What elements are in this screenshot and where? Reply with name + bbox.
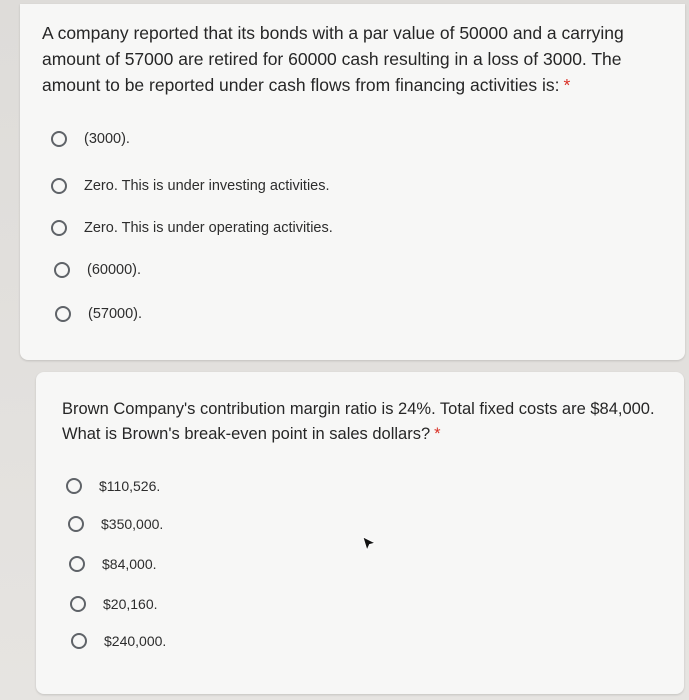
option-zero-investing[interactable] [51, 178, 330, 194]
mouse-cursor-icon [362, 536, 376, 552]
radio-button-icon[interactable] [70, 596, 86, 612]
option-label: $350,000. [101, 516, 164, 532]
radio-button-icon[interactable] [66, 478, 82, 494]
question-card-1 [20, 4, 685, 360]
option-label: $20,160. [103, 596, 158, 612]
option-350000[interactable] [68, 516, 163, 532]
option-zero-operating[interactable] [51, 220, 333, 236]
option-20160[interactable] [70, 596, 158, 612]
radio-button-icon[interactable] [69, 556, 85, 572]
required-asterisk: * [434, 425, 441, 443]
radio-button-icon[interactable] [51, 131, 67, 147]
option-label: Zero. This is under investing activities. [84, 178, 330, 194]
option-3000[interactable] [51, 131, 130, 147]
option-label: $240,000. [104, 633, 167, 649]
option-label: (3000). [84, 131, 130, 147]
option-label: (57000). [88, 306, 143, 322]
option-240000[interactable] [71, 633, 166, 649]
radio-button-icon[interactable] [51, 220, 67, 236]
radio-button-icon[interactable] [71, 633, 87, 649]
required-asterisk: * [563, 75, 571, 95]
radio-button-icon[interactable] [68, 516, 84, 532]
option-110526[interactable] [66, 478, 160, 494]
option-label: $84,000. [102, 556, 157, 572]
option-60000[interactable] [54, 262, 141, 278]
option-label: Zero. This is under operating activities. [84, 220, 333, 236]
radio-button-icon[interactable] [54, 262, 70, 278]
option-57000[interactable] [55, 306, 142, 322]
option-84000[interactable] [69, 556, 157, 572]
question-text: Brown Company's contribution margin ratio is 24%. Total fixed costs are $84,000. What is Brown's break-even point in sales dollars? * [62, 400, 655, 443]
question-text: A company reported that its bonds with a par value of 50000 and a carrying amount of 57000 are retired for 60000 cash resulting in a loss of 3000. The amount to be reported under cash flows from financing activities is: * [42, 23, 624, 95]
option-label: (60000). [87, 262, 142, 278]
radio-button-icon[interactable] [51, 178, 67, 194]
question-card-2 [36, 372, 684, 694]
radio-button-icon[interactable] [55, 306, 71, 322]
option-label: $110,526. [99, 478, 161, 494]
